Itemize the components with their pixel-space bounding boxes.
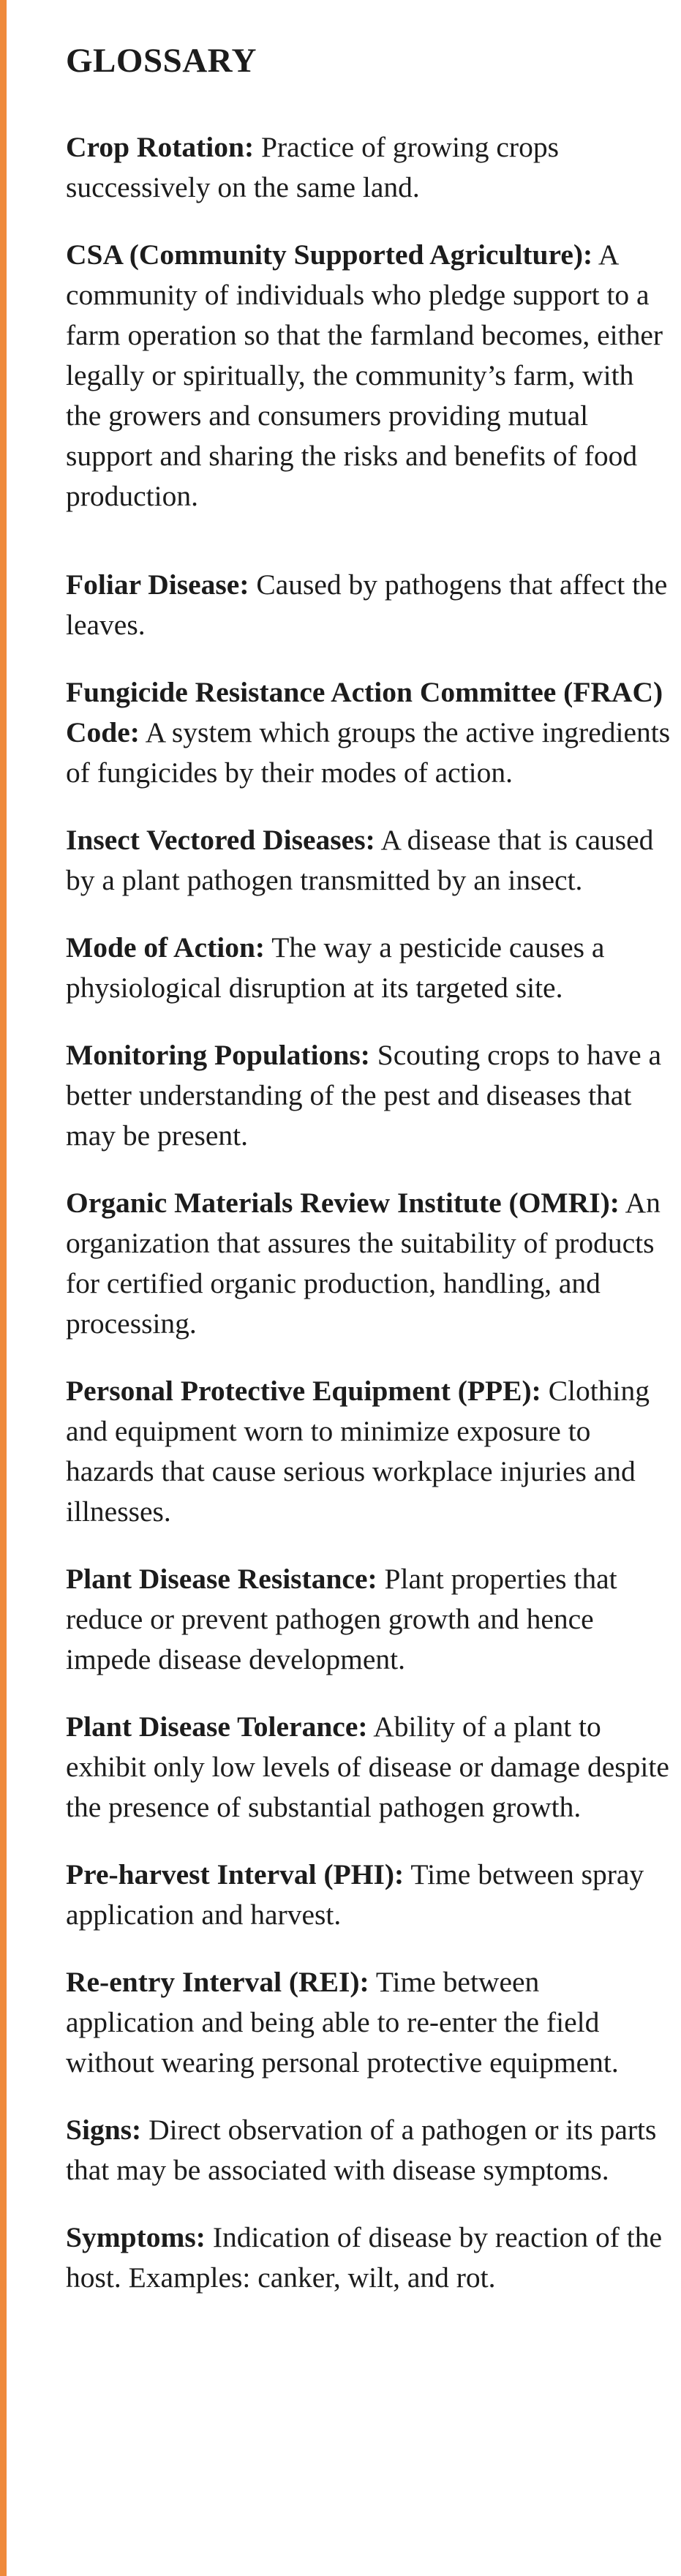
glossary-term: Crop Rotation:: [66, 131, 255, 163]
glossary-section: [66, 35, 673, 2325]
glossary-entry-foliar-disease: [66, 565, 673, 645]
glossary-definition: Time between application and being able to re-enter the field without wearing personal protective equipment.: [66, 1966, 619, 2079]
glossary-entry-symptoms: [66, 2218, 673, 2298]
glossary-definition: A community of individuals who pledge support to a farm operation so that the farmland becomes, either legally or spiritually, the community’s farm, with the growers and consumers providing mutual support and sharing the risks and benefits of food production.: [66, 239, 663, 512]
glossary-term: Mode of Action:: [66, 931, 266, 964]
glossary-definition: Clothing and equipment worn to minimize exposure to hazards that cause serious workplace injuries and illnesses.: [66, 1375, 650, 1528]
glossary-term: Plant Disease Tolerance:: [66, 1711, 368, 1743]
glossary-term: CSA (Community Supported Agriculture):: [66, 239, 593, 271]
glossary-term: Pre-harvest Interval (PHI):: [66, 1858, 405, 1890]
glossary-entry-insect-vectored-diseases: [66, 820, 673, 901]
glossary-entry-omri: [66, 1183, 673, 1344]
glossary-title: GLOSSARY: [66, 42, 257, 80]
glossary-definition: Plant properties that reduce or prevent pathogen growth and hence impede disease development.: [66, 1563, 617, 1675]
glossary-entry-mode-of-action: [66, 928, 673, 1008]
glossary-entry-frac-code: [66, 672, 673, 793]
glossary-term: Personal Protective Equipment (PPE):: [66, 1375, 541, 1407]
glossary-term: Plant Disease Resistance:: [66, 1563, 377, 1595]
glossary-term: Foliar Disease:: [66, 568, 249, 601]
glossary-definition: The way a pesticide causes a physiological disruption at its targeted site.: [66, 931, 605, 1004]
glossary-definition: A system which groups the active ingredients of fungicides by their modes of action.: [66, 716, 671, 789]
glossary-term: Signs:: [66, 2114, 142, 2146]
glossary-entry-rei: [66, 1962, 673, 2083]
glossary-definition: Indication of disease by reaction of the host. Examples: canker, wilt, and rot.: [66, 2221, 663, 2294]
glossary-term: Monitoring Populations:: [66, 1039, 370, 1071]
glossary-entry-signs: [66, 2110, 673, 2190]
glossary-entry-phi: [66, 1855, 673, 1935]
glossary-term: Insect Vectored Diseases:: [66, 824, 375, 856]
glossary-entry-csa: [66, 235, 673, 517]
glossary-definition: Direct observation of a pathogen or its parts that may be associated with disease symptoms.: [66, 2114, 657, 2186]
glossary-definition: Caused by pathogens that affect the leaves.: [66, 568, 668, 641]
glossary-definition: A disease that is caused by a plant pathogen transmitted by an insect.: [66, 824, 654, 896]
glossary-term: Organic Materials Review Institute (OMRI):: [66, 1187, 620, 1219]
glossary-term: Re-entry Interval (REI):: [66, 1966, 369, 1998]
glossary-definition: Practice of growing crops successively on the same land.: [66, 131, 559, 203]
glossary-definition: Time between spray application and harvest.: [66, 1858, 644, 1931]
glossary-entry-ppe: [66, 1371, 673, 1532]
glossary-term: Symptoms:: [66, 2221, 206, 2253]
glossary-definition: Scouting crops to have a better understanding of the pest and diseases that may be present.: [66, 1039, 662, 1152]
glossary-definition: An organization that assures the suitability of products for certified organic production, handling, and processing.: [66, 1187, 661, 1340]
orange-accent-bar: [0, 0, 7, 2576]
glossary-entry-monitoring-populations: [66, 1035, 673, 1156]
glossary-definition: Ability of a plant to exhibit only low levels of disease or damage despite the presence of substantial pathogen growth.: [66, 1711, 669, 1823]
glossary-entry-crop-rotation: [66, 127, 673, 208]
glossary-entry-plant-disease-resistance: [66, 1559, 673, 1680]
glossary-term: Fungicide Resistance Action Committee (FRAC) Code:: [66, 676, 663, 748]
glossary-entry-plant-disease-tolerance: [66, 1707, 673, 1828]
